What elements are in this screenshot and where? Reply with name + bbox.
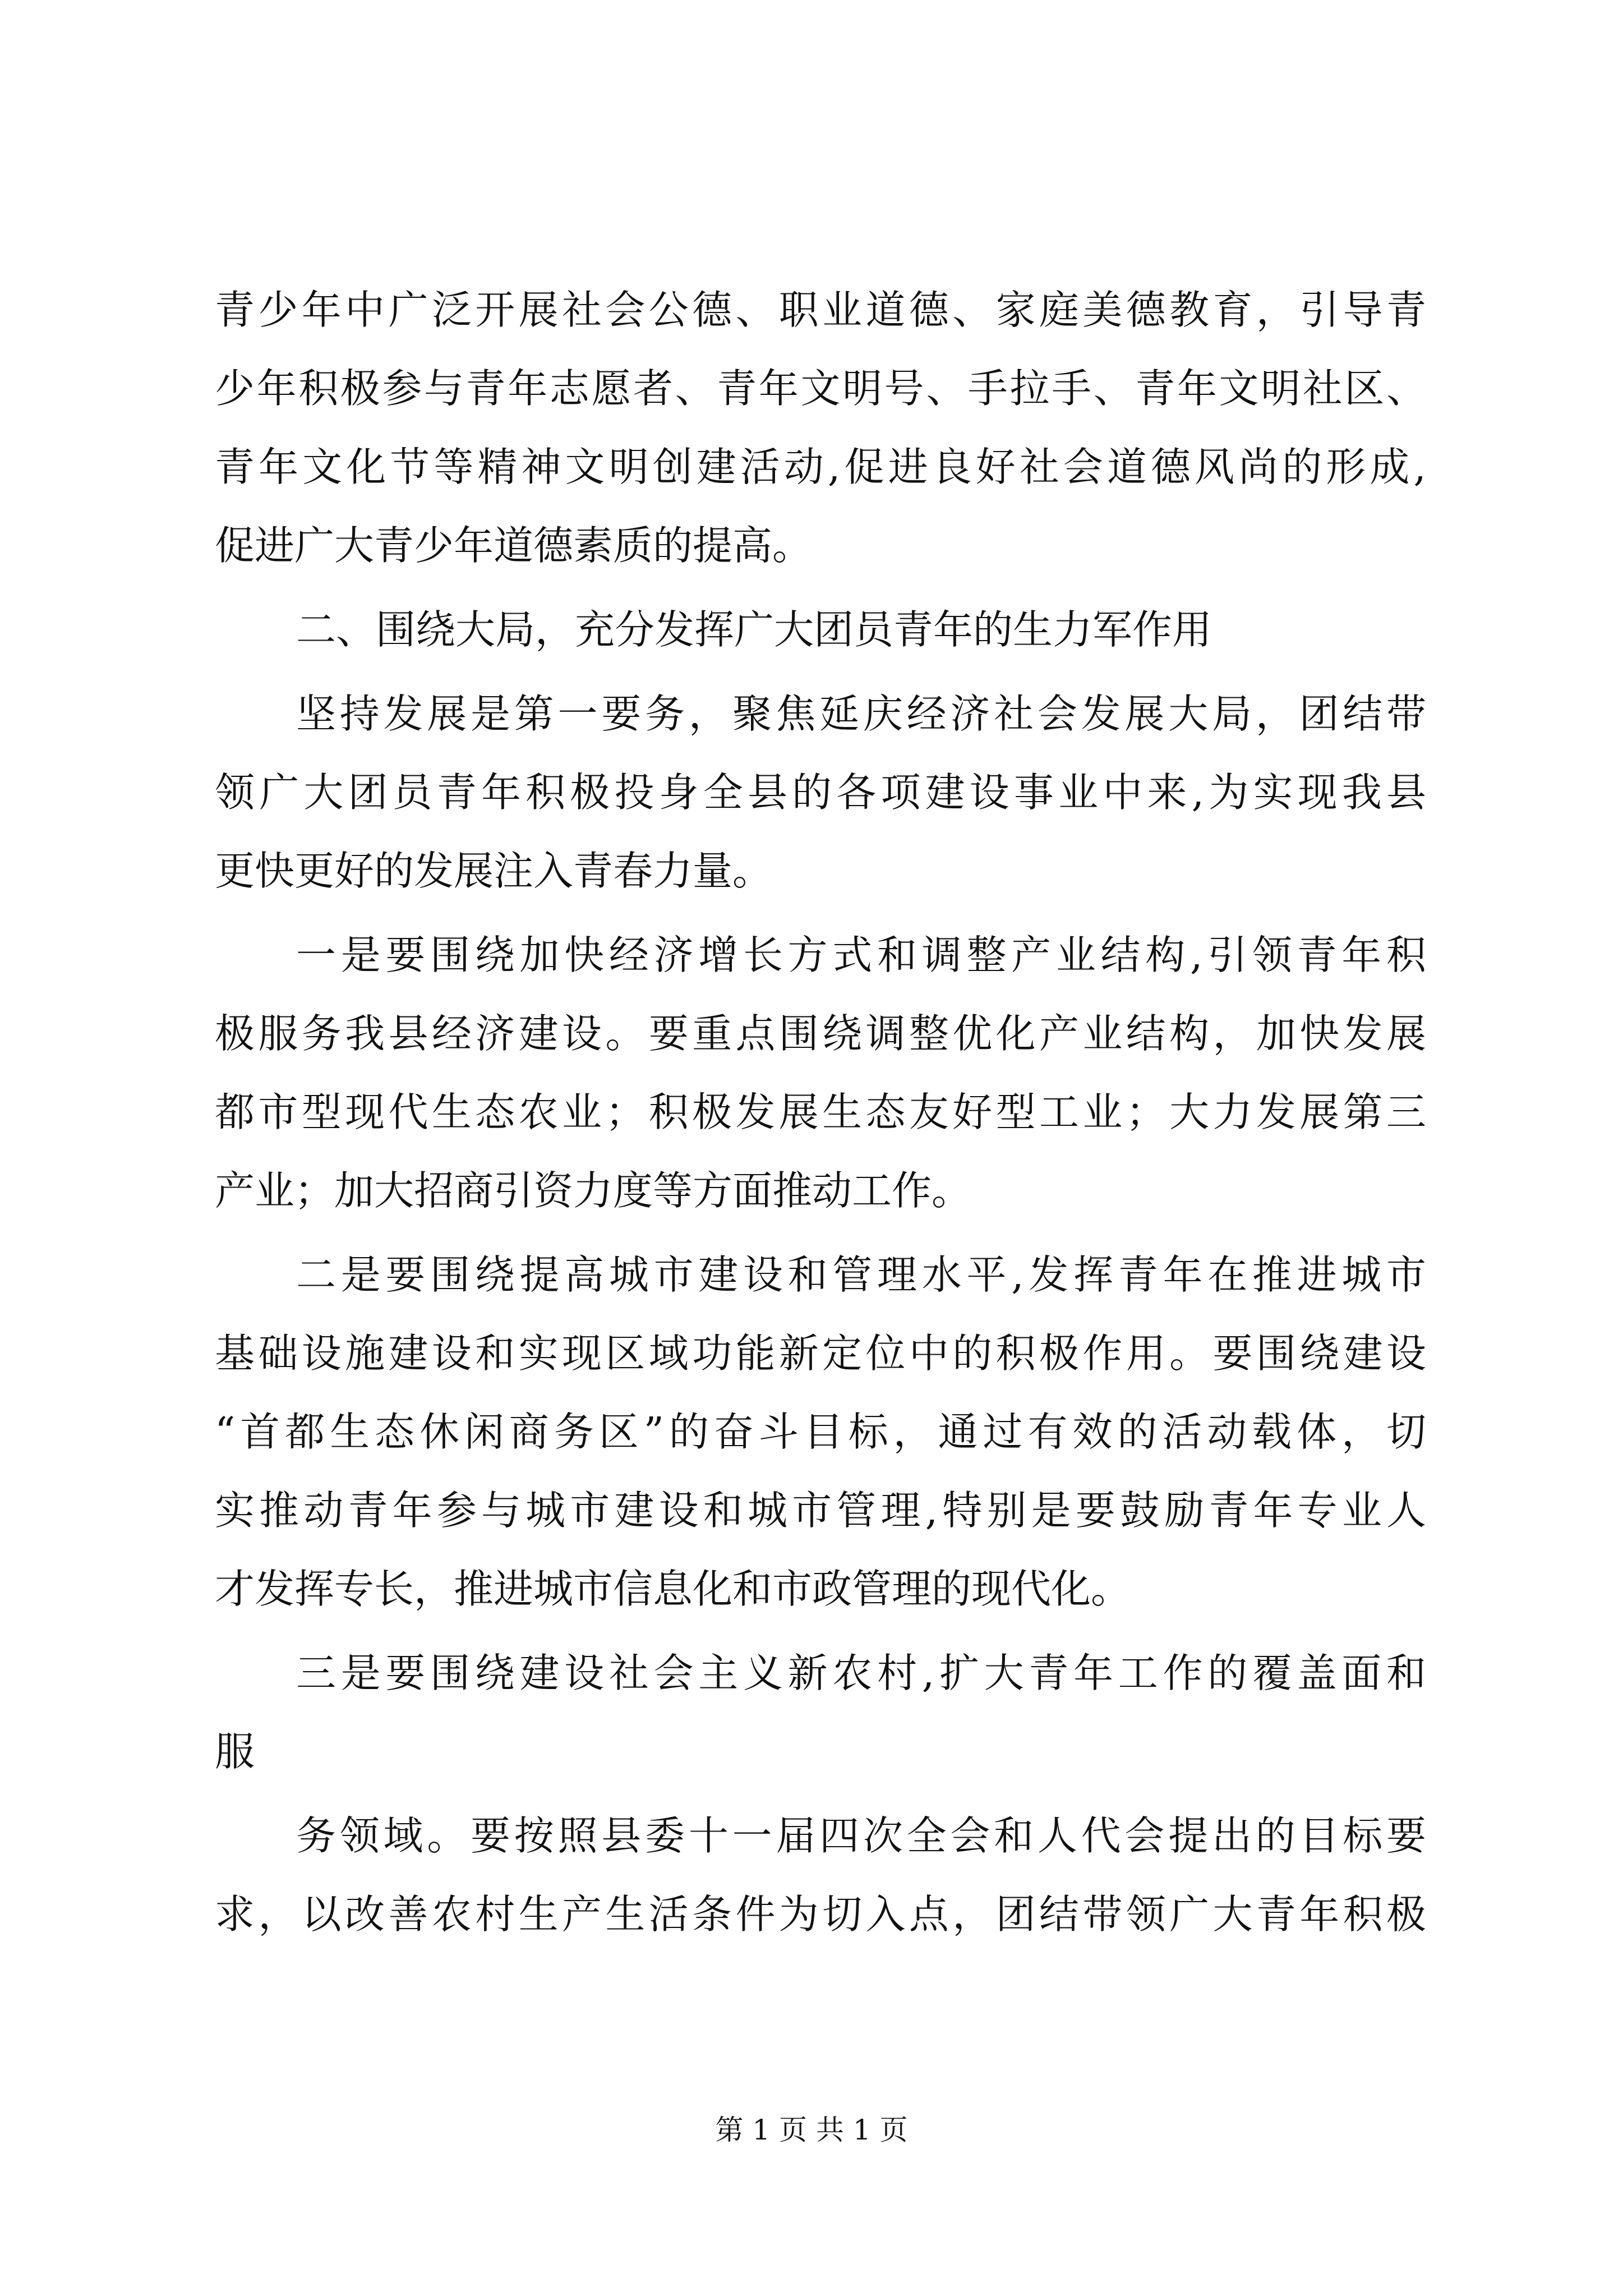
text-line: 三是要围绕建设社会主义新农村,扩大青年工作的覆盖面和: [296, 1650, 1426, 1696]
text-line: 一是要围绕加快经济增长方式和调整产业结构,引领青年积: [296, 932, 1426, 978]
text-line: “首都生态休闲商务区”的奋斗目标，通过有效的活动载体，切: [215, 1409, 1426, 1455]
text-line: 少年积极参与青年志愿者、青年文明号、手拉手、青年文明社区、: [215, 365, 1426, 412]
text-line: 坚持发展是第一要务，聚焦延庆经济社会发展大局，团结带: [296, 691, 1426, 737]
section-heading: 二、围绕大局，充分发挥广大团员青年的生力军作用: [296, 606, 1212, 653]
text-line: 促进广大青少年道德素质的提高。: [215, 522, 813, 569]
text-line: 更快更好的发展注入青春力量。: [215, 848, 773, 894]
text-line: 基础设施建设和实现区域功能新定位中的积极作用。要围绕建设: [215, 1330, 1426, 1377]
text-line: 领广大团员青年积极投身全县的各项建设事业中来,为实现我县: [215, 769, 1426, 816]
text-line: 青少年中广泛开展社会公德、职业道德、家庭美德教育，引导青: [215, 287, 1426, 333]
text-line: 才发挥专长，推进城市信息化和市政管理的现代化。: [215, 1566, 1131, 1612]
text-line: 青年文化节等精神文明创建活动,促进良好社会道德风尚的形成,: [215, 444, 1426, 490]
text-line: 极服务我县经济建设。要重点围绕调整优化产业结构，加快发展: [215, 1010, 1426, 1057]
text-line: 服: [215, 1728, 255, 1775]
text-line: 产业；加大招商引资力度等方面推动工作。: [215, 1167, 972, 1214]
text-line: 二是要围绕提高城市建设和管理水平,发挥青年在推进城市: [296, 1251, 1426, 1298]
text-line: 都市型现代生态农业；积极发展生态友好型工业；大力发展第三: [215, 1089, 1426, 1135]
page-number-footer: 第 1 页 共 1 页: [715, 2114, 908, 2146]
text-line: 实推动青年参与城市建设和城市管理,特别是要鼓励青年专业人: [215, 1487, 1426, 1534]
text-line: 求，以改善农村生产生活条件为切入点，团结带领广大青年积极: [215, 1891, 1426, 1938]
text-line: 务领域。要按照县委十一届四次全会和人代会提出的目标要: [296, 1812, 1426, 1859]
